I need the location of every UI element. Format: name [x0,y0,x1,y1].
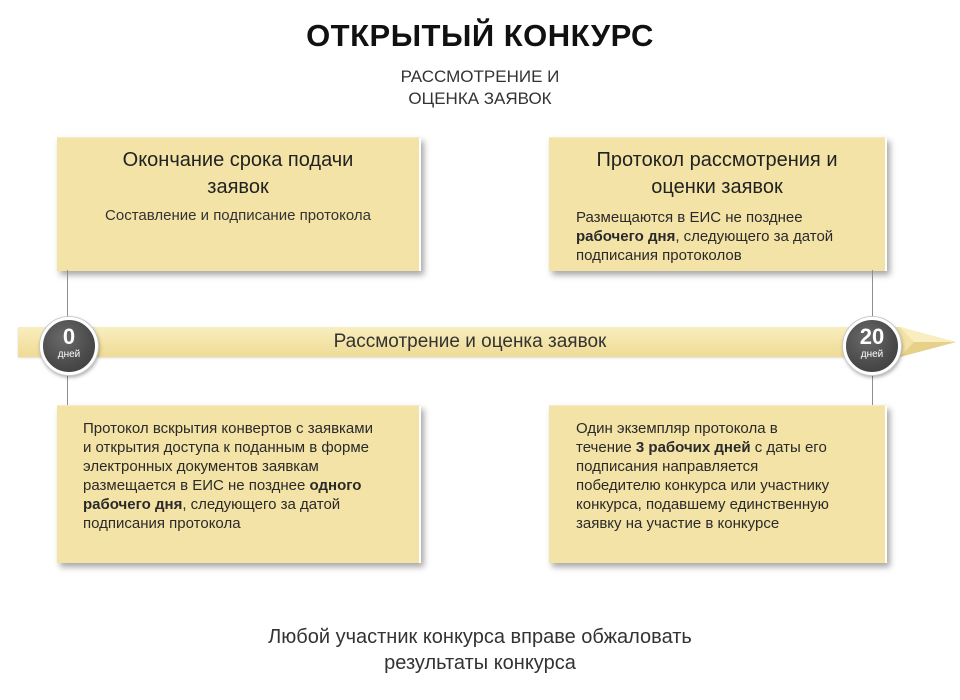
winner-notice-box [549,405,887,563]
deadline-heading-line-1: Окончание срока подачи [122,149,354,171]
winner-notice-line-6: заявку на участие в конкурсе [576,515,780,532]
review-protocol-heading-line-2: оценки заявок [651,176,783,198]
review-protocol-line-2-rest: , следующего за датой [675,228,834,245]
day-0-unit: дней [57,349,81,360]
subtitle-line-1: РАССМОТРЕНИЕ И [400,67,560,86]
opening-protocol-bold-1: одного [309,477,362,494]
winner-notice-line-2 [576,438,865,457]
winner-notice-line-4: победителю конкурса или участнику [576,477,830,494]
page-subtitle [330,66,630,110]
opening-protocol-line-5-rest: , следующего за датой [182,496,341,513]
connector-line [67,372,68,407]
deadline-heading-line-2: заявок [207,176,269,198]
connector-line [872,372,873,407]
winner-notice-bold: 3 рабочих дней [635,439,751,456]
review-protocol-line-2 [576,227,865,246]
winner-notice-line-1: Один экземпляр протокола в [576,420,778,437]
review-protocol-line-3: подписания протоколов [576,247,742,264]
review-protocol-bold: рабочего дня [576,228,676,245]
opening-protocol-line-6: подписания протокола [83,515,241,532]
opening-protocol-line-4 [83,476,399,495]
footer-note [0,624,960,676]
opening-protocol-line-2: и открытия доступа к поданным в форме [83,439,370,456]
review-protocol-line-1: Размещаются в ЕИС не позднее [576,209,803,226]
winner-notice-line-3: подписания направляется [576,458,759,475]
opening-protocol-line-1: Протокол вскрытия конвертов с заявками [83,420,373,437]
opening-protocol-line-4-pre: размещается в ЕИС не позднее [83,477,310,494]
deadline-box [57,137,421,271]
day-0-marker [40,317,98,375]
winner-notice-line-5: конкурса, подавшему единственную [576,496,829,513]
footer-line-1: Любой участник конкурса вправе обжаловать [268,626,692,648]
review-protocol-box [549,137,887,271]
day-20-unit: дней [860,349,884,360]
opening-protocol-box [57,405,421,563]
deadline-text: Составление и подписание протокола [105,207,371,224]
page-title: ОТКРЫТЫЙ КОНКУРС [306,18,654,53]
opening-protocol-text [57,419,419,533]
review-protocol-heading-line-1: Протокол рассмотрения и [596,149,838,171]
deadline-heading [57,147,419,201]
day-20-value: 20 [859,324,885,349]
subtitle-line-2: ОЦЕНКА ЗАЯВОК [408,89,552,108]
opening-protocol-line-3: электронных документов заявкам [83,458,319,475]
winner-notice-line-2-rest: с даты его [750,439,827,456]
timeline-label: Рассмотрение и оценка заявок [333,331,607,352]
opening-protocol-line-5 [83,495,399,514]
day-0-value: 0 [62,324,76,349]
review-protocol-text [549,208,885,265]
winner-notice-line-2-pre: течение [576,439,636,456]
day-20-marker [843,317,901,375]
opening-protocol-bold-2: рабочего дня [83,496,183,513]
winner-notice-text [549,419,885,533]
review-protocol-heading [549,147,885,201]
footer-line-2: результаты конкурса [384,652,576,674]
